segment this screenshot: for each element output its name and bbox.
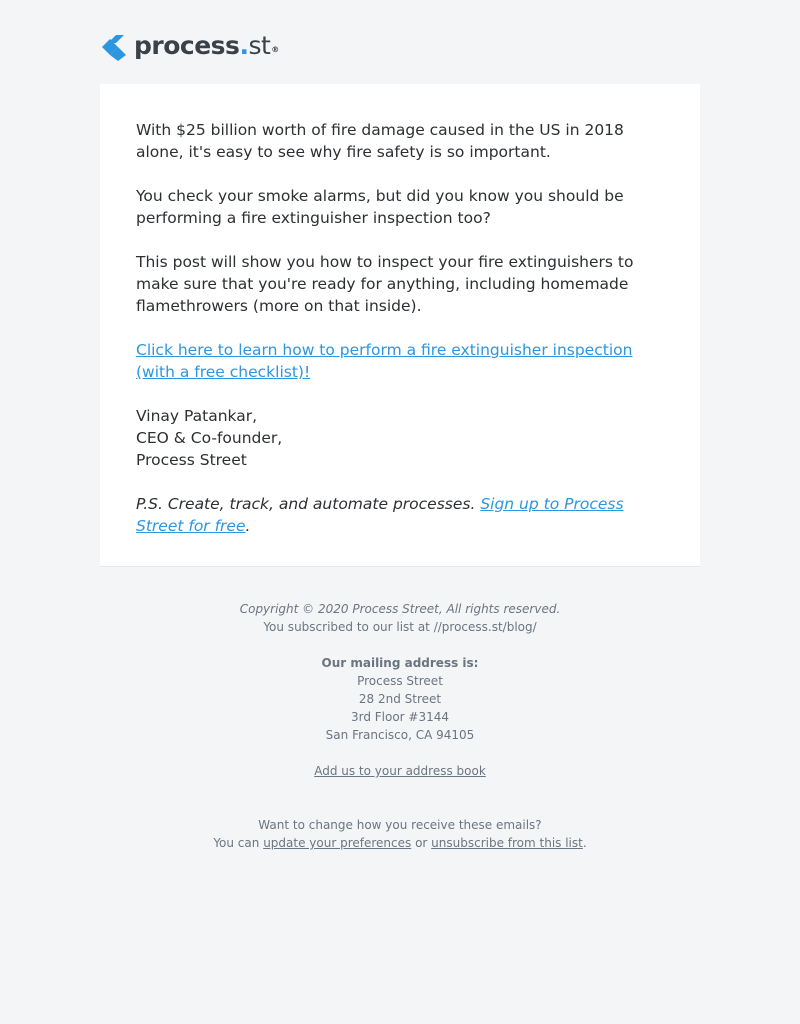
cta-paragraph [136, 339, 664, 383]
copyright-text: Copyright © 2020 Process Street, All rights reserved. [239, 602, 561, 616]
mailing-address-block [100, 654, 700, 744]
you-can-text: You can [213, 836, 264, 850]
end-period: . [582, 836, 587, 850]
brand-wordmark[interactable] [134, 31, 279, 61]
inspection-checklist-link[interactable]: Click here to learn how to perform a fire extinguisher inspection (with a free checklist)! [136, 341, 633, 381]
update-preferences-link[interactable]: update your preferences [263, 836, 412, 850]
mailing-address-heading: Our mailing address is: [321, 656, 479, 670]
or-text: or [411, 836, 432, 850]
signature [136, 405, 664, 471]
registered-mark: ® [271, 45, 279, 54]
email-header [100, 30, 279, 62]
signature-name: Vinay Patankar, [136, 407, 258, 425]
postscript-text: P.S. Create, track, and automate processes. [136, 495, 481, 513]
address-book-block [100, 762, 700, 780]
intro-paragraph: With $25 billion worth of fire damage caused in the US in 2018 alone, it's easy to see why fire safety is so important. [136, 121, 624, 161]
address-line-street: 28 2nd Street [358, 692, 442, 706]
email-footer [100, 600, 700, 852]
post-summary-paragraph: This post will show you how to inspect your fire extinguishers to make sure that you're ready for anything, including homemade flamethrowers (more on that inside). [136, 253, 634, 315]
email-content-card [100, 84, 700, 567]
unsubscribe-link[interactable]: unsubscribe from this list [431, 836, 583, 850]
postscript-end: . [245, 517, 251, 535]
brand-name-tld: st [248, 31, 271, 60]
signature-title: CEO & Co-founder, [136, 429, 283, 447]
add-to-address-book-link[interactable]: Add us to your address book [314, 764, 486, 778]
change-prompt: Want to change how you receive these emails? [258, 818, 542, 832]
email-body [100, 84, 700, 537]
preferences-block [100, 816, 700, 852]
address-line-floor: 3rd Floor #3144 [350, 710, 450, 724]
address-line-city: San Francisco, CA 94105 [325, 728, 475, 742]
process-street-logo-icon [100, 31, 128, 61]
signature-company: Process Street [136, 451, 247, 469]
smoke-alarm-paragraph: You check your smoke alarms, but did you know you should be performing a fire extinguisher inspection too? [136, 187, 624, 227]
brand-name-main: process [134, 31, 240, 60]
brand-name-dot: . [239, 31, 249, 60]
signup-link[interactable]: Sign up to Process Street for free [136, 495, 624, 535]
copyright-block [100, 600, 700, 636]
subscription-note: You subscribed to our list at //process.st/blog/ [263, 620, 537, 634]
preferences-line [100, 834, 700, 852]
address-line-company: Process Street [357, 674, 443, 688]
postscript [136, 493, 664, 537]
